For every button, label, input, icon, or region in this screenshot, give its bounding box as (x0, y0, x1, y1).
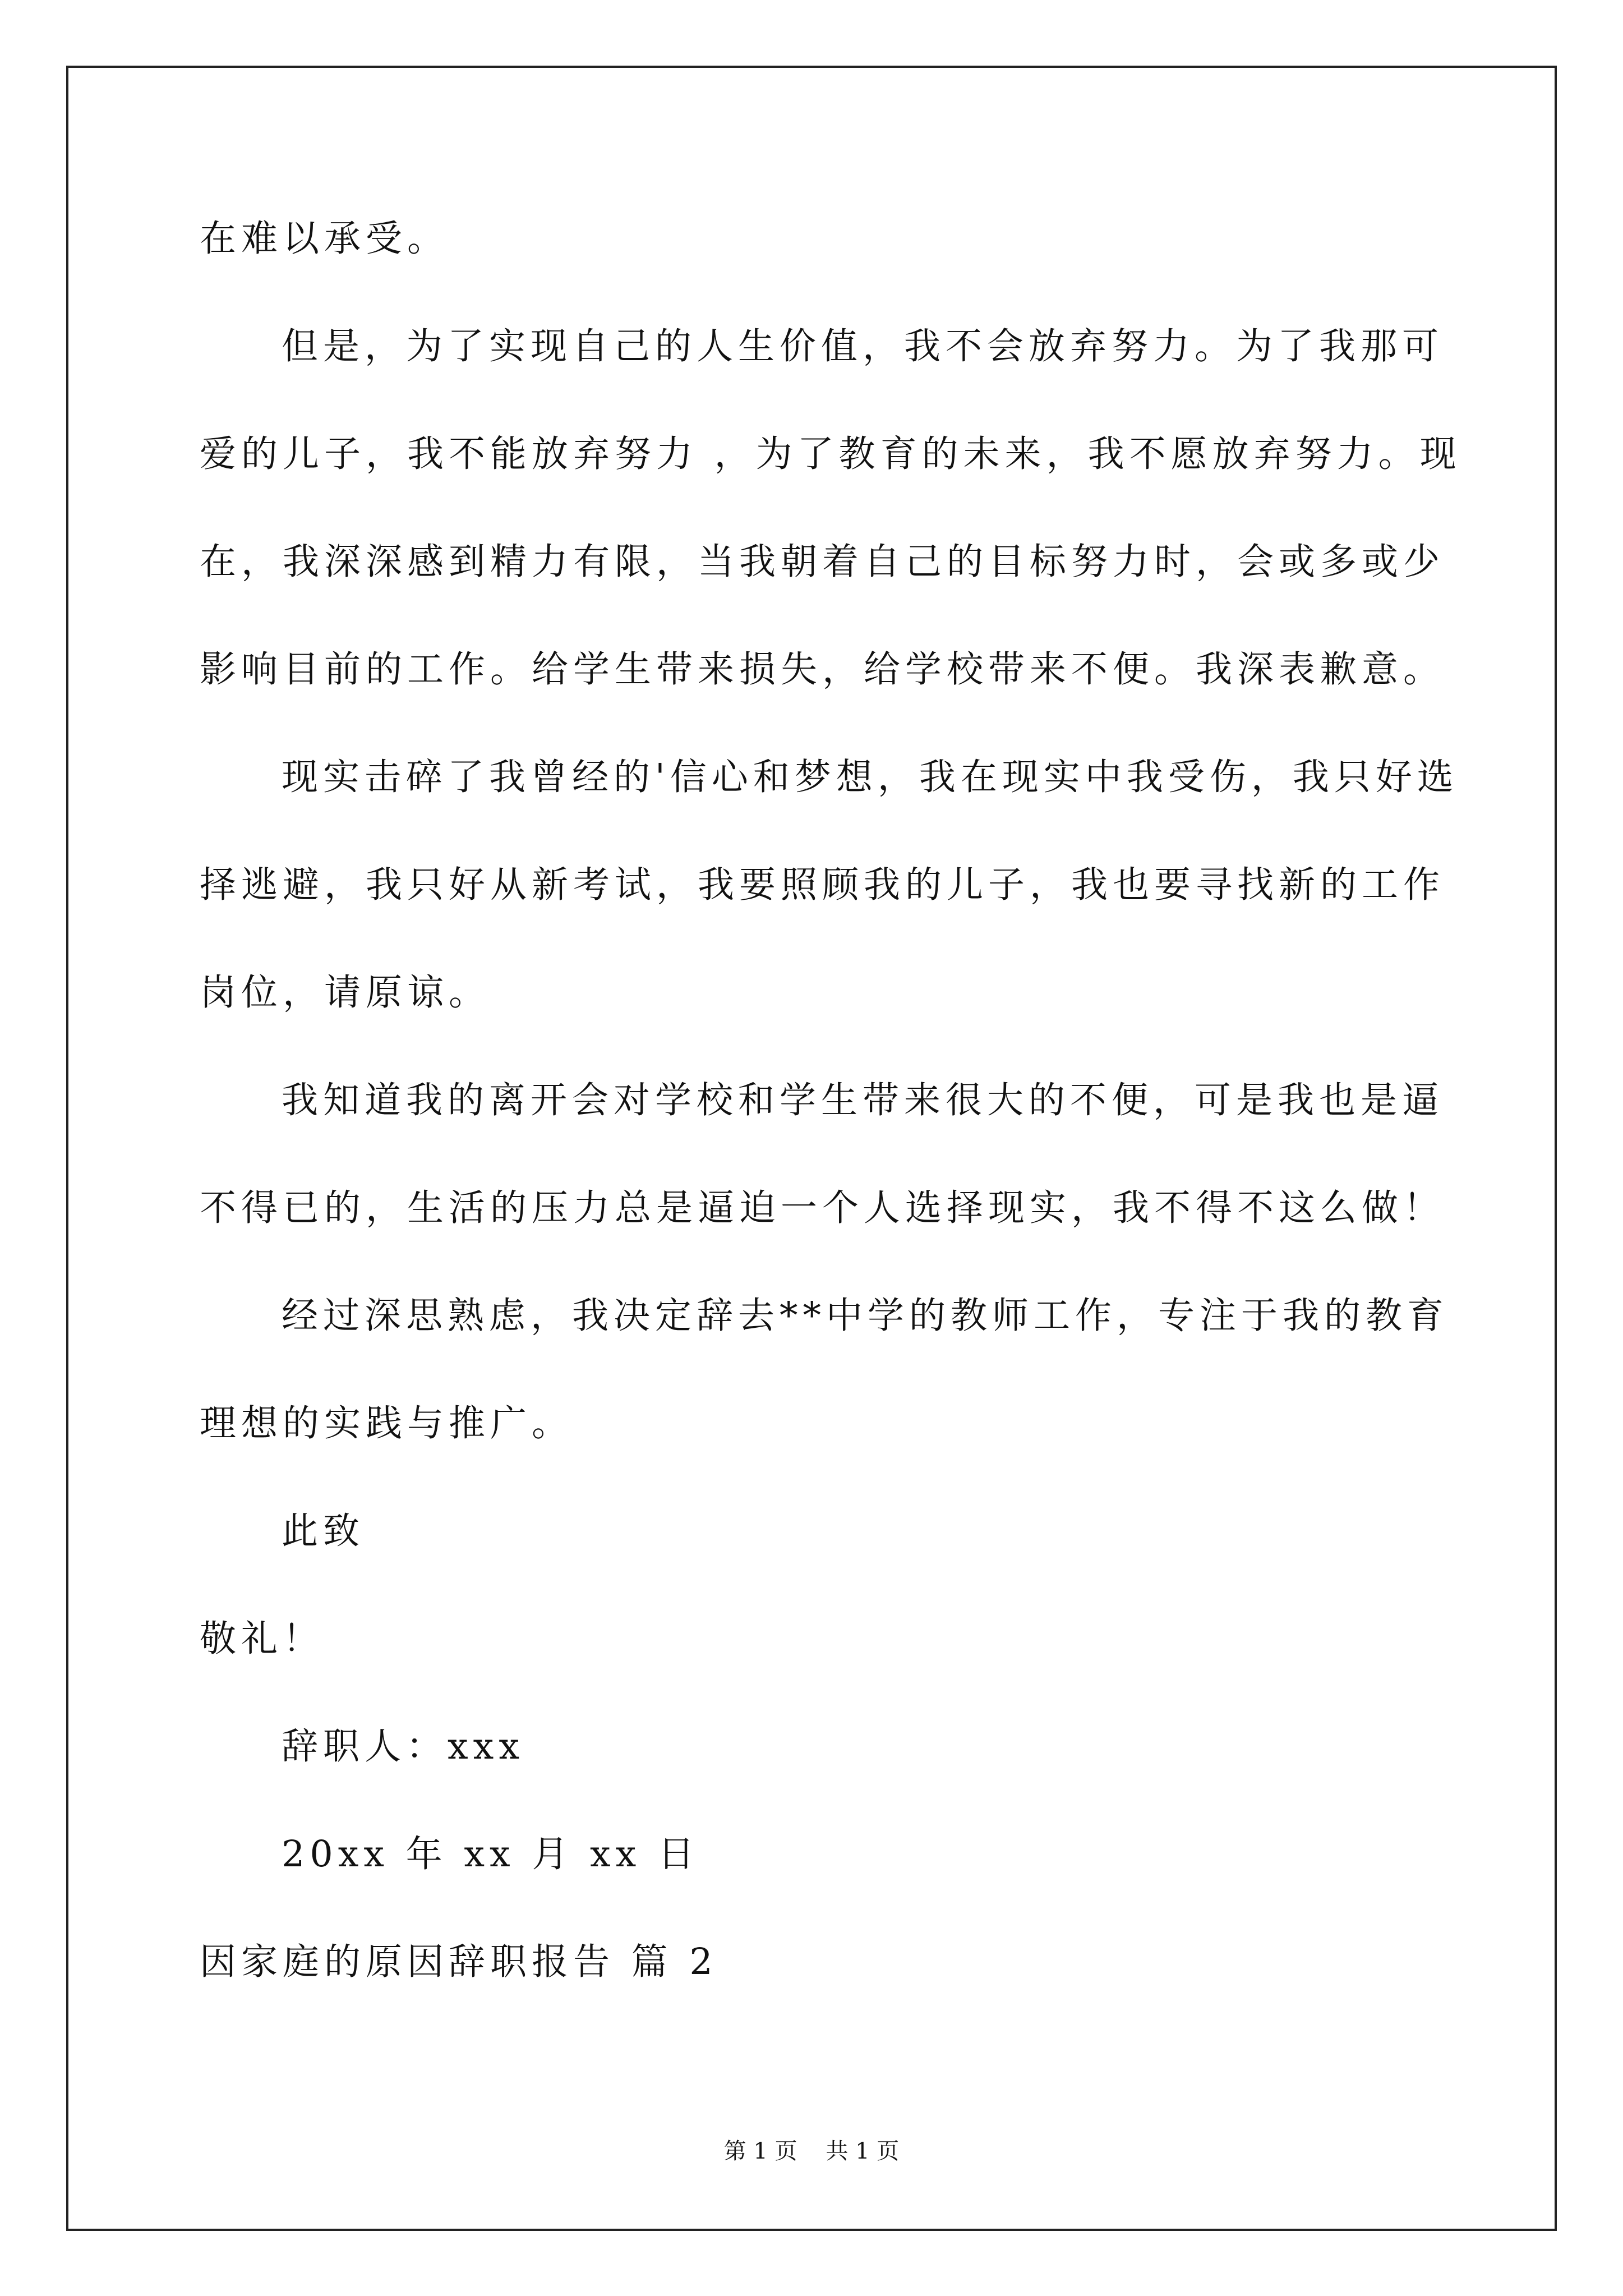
signature-line: 辞职人：xxx (282, 1726, 524, 1768)
paragraph-line: 爱的儿子，我不能放弃努力 ，为了教育的未来，我不愿放弃努力。现 (200, 433, 1461, 475)
date-line: 20xx 年 xx 月 xx 日 (282, 1833, 699, 1875)
paragraph-line: 现实击碎了我曾经的'信心和梦想，我在现实中我受伤，我只好选 (282, 756, 1459, 798)
paragraph-line: 影响目前的工作。给学生带来损失，给学校带来不便。我深表歉意。 (200, 648, 1445, 691)
closing-regards: 敬礼！ (200, 1618, 325, 1660)
paragraph-line: 择逃避，我只好从新考试，我要照顾我的儿子，我也要寻找新的工作 (200, 864, 1445, 906)
page-footer: 第 1 页 共 1 页 (723, 2138, 900, 2164)
paragraph-line: 在，我深深感到精力有限，当我朝着自己的目标努力时，会或多或少 (200, 541, 1445, 583)
paragraph-line: 理想的实践与推广。 (200, 1402, 574, 1444)
paragraph-line: 我知道我的离开会对学校和学生带来很大的不便，可是我也是逼 (282, 1079, 1444, 1121)
section-heading: 因家庭的原因辞职报告 篇 2 (200, 1941, 718, 1983)
paragraph-line: 但是，为了实现自己的人生价值，我不会放弃努力。为了我那可 (282, 325, 1444, 367)
paragraph-line: 经过深思熟虑，我决定辞去**中学的教师工作，专注于我的教育 (282, 1295, 1449, 1337)
closing-salutation: 此致 (282, 1510, 365, 1552)
paragraph-line: 不得已的，生活的压力总是逼迫一个人选择现实，我不得不这么做！ (200, 1187, 1445, 1229)
paragraph-line: 在难以承受。 (200, 218, 449, 260)
page-border (66, 66, 1557, 2231)
paragraph-line: 岗位，请原谅。 (200, 972, 491, 1014)
